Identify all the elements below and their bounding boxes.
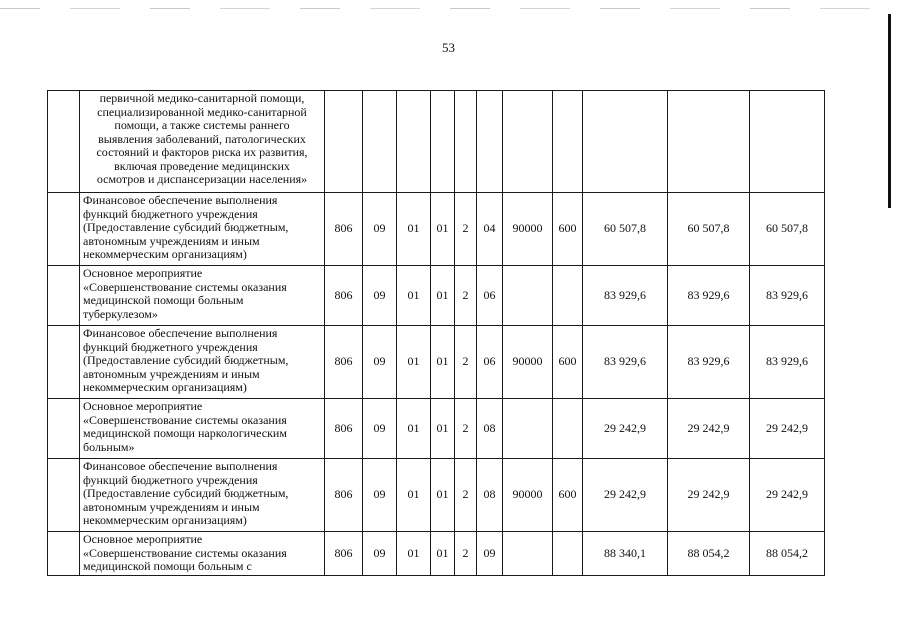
direction-code: [503, 91, 553, 193]
direction-code: [503, 266, 553, 326]
table-row: [48, 266, 825, 326]
table-row: [48, 326, 825, 399]
row-description: Основное мероприятие «Совершенствование системы оказания медицинской помощи больным туберкулезом»: [80, 266, 325, 326]
budget-table: [47, 90, 825, 576]
expense-type-code: 600: [553, 326, 583, 399]
activity-code: 08: [477, 399, 503, 459]
direction-code: [503, 532, 553, 576]
expense-type-code: [553, 532, 583, 576]
section-code: 09: [363, 266, 397, 326]
ministry-code: [325, 91, 363, 193]
row-description: Финансовое обеспечение выполнения функций бюджетного учреждения (Предоставление субсидий бюджетным, автономным учреждениям и иным некоммерческим организациям): [80, 193, 325, 266]
amount-year-2: 29 242,9: [668, 459, 750, 532]
subprogram-code: 2: [455, 532, 477, 576]
subsection-code: 01: [397, 193, 431, 266]
expense-type-code: 600: [553, 193, 583, 266]
program-code: 01: [431, 459, 455, 532]
ministry-code: 806: [325, 193, 363, 266]
activity-code: 06: [477, 326, 503, 399]
row-description: Финансовое обеспечение выполнения функций бюджетного учреждения (Предоставление субсидий бюджетным, автономным учреждениям и иным некоммерческим организациям): [80, 326, 325, 399]
amount-year-3: 29 242,9: [750, 459, 825, 532]
program-code: 01: [431, 399, 455, 459]
activity-code: 09: [477, 532, 503, 576]
amount-year-3: 83 929,6: [750, 266, 825, 326]
program-code: [431, 91, 455, 193]
section-code: 09: [363, 193, 397, 266]
activity-code: 08: [477, 459, 503, 532]
program-code: 01: [431, 193, 455, 266]
direction-code: [503, 399, 553, 459]
section-code: 09: [363, 399, 397, 459]
subprogram-code: 2: [455, 326, 477, 399]
amount-year-2: [668, 91, 750, 193]
section-code: 09: [363, 459, 397, 532]
amount-year-1: 29 242,9: [583, 459, 668, 532]
expense-type-code: [553, 399, 583, 459]
ministry-code: 806: [325, 532, 363, 576]
row-index-cell: [48, 532, 80, 576]
program-code: 01: [431, 326, 455, 399]
subprogram-code: 2: [455, 193, 477, 266]
row-description: Финансовое обеспечение выполнения функций бюджетного учреждения (Предоставление субсидий бюджетным, автономным учреждениям и иным некоммерческим организациям): [80, 459, 325, 532]
ministry-code: 806: [325, 266, 363, 326]
amount-year-2: 88 054,2: [668, 532, 750, 576]
activity-code: 04: [477, 193, 503, 266]
subsection-code: 01: [397, 459, 431, 532]
subprogram-code: [455, 91, 477, 193]
amount-year-2: 83 929,6: [668, 266, 750, 326]
table-row: [48, 91, 825, 193]
amount-year-3: 60 507,8: [750, 193, 825, 266]
amount-year-1: 83 929,6: [583, 266, 668, 326]
subsection-code: [397, 91, 431, 193]
amount-year-1: 83 929,6: [583, 326, 668, 399]
amount-year-1: 29 242,9: [583, 399, 668, 459]
direction-code: 90000: [503, 193, 553, 266]
amount-year-3: 83 929,6: [750, 326, 825, 399]
subsection-code: 01: [397, 532, 431, 576]
row-index-cell: [48, 459, 80, 532]
subsection-code: 01: [397, 399, 431, 459]
amount-year-1: [583, 91, 668, 193]
row-index-cell: [48, 326, 80, 399]
amount-year-3: 29 242,9: [750, 399, 825, 459]
row-description: первичной медико-санитарной помощи, специализированной медико-санитарной помощи, а также системы раннего выявления заболеваний, патологических состояний и факторов риска их развития, включая проведение медицинских осмотров и диспансеризации населения»: [80, 91, 325, 193]
subsection-code: 01: [397, 326, 431, 399]
direction-code: 90000: [503, 326, 553, 399]
ministry-code: 806: [325, 326, 363, 399]
amount-year-2: 29 242,9: [668, 399, 750, 459]
subsection-code: 01: [397, 266, 431, 326]
page-number: 53: [442, 40, 455, 55]
table-row: [48, 459, 825, 532]
expense-type-code: 600: [553, 459, 583, 532]
row-index-cell: [48, 266, 80, 326]
direction-code: 90000: [503, 459, 553, 532]
amount-year-3: [750, 91, 825, 193]
amount-year-1: 88 340,1: [583, 532, 668, 576]
table-row: [48, 399, 825, 459]
row-index-cell: [48, 91, 80, 193]
subprogram-code: 2: [455, 399, 477, 459]
amount-year-3: 88 054,2: [750, 532, 825, 576]
table-row: [48, 532, 825, 576]
activity-code: [477, 91, 503, 193]
table-row: [48, 193, 825, 266]
subprogram-code: 2: [455, 459, 477, 532]
section-code: 09: [363, 326, 397, 399]
subprogram-code: 2: [455, 266, 477, 326]
section-code: 09: [363, 532, 397, 576]
activity-code: 06: [477, 266, 503, 326]
ministry-code: 806: [325, 399, 363, 459]
program-code: 01: [431, 532, 455, 576]
scan-top-edge: [0, 8, 897, 9]
ministry-code: 806: [325, 459, 363, 532]
expense-type-code: [553, 266, 583, 326]
amount-year-1: 60 507,8: [583, 193, 668, 266]
amount-year-2: 83 929,6: [668, 326, 750, 399]
row-index-cell: [48, 399, 80, 459]
row-description: Основное мероприятие «Совершенствование системы оказания медицинской помощи больным с: [80, 532, 325, 576]
row-description: Основное мероприятие «Совершенствование системы оказания медицинской помощи наркологическим больным»: [80, 399, 325, 459]
amount-year-2: 60 507,8: [668, 193, 750, 266]
program-code: 01: [431, 266, 455, 326]
section-code: [363, 91, 397, 193]
expense-type-code: [553, 91, 583, 193]
row-index-cell: [48, 193, 80, 266]
